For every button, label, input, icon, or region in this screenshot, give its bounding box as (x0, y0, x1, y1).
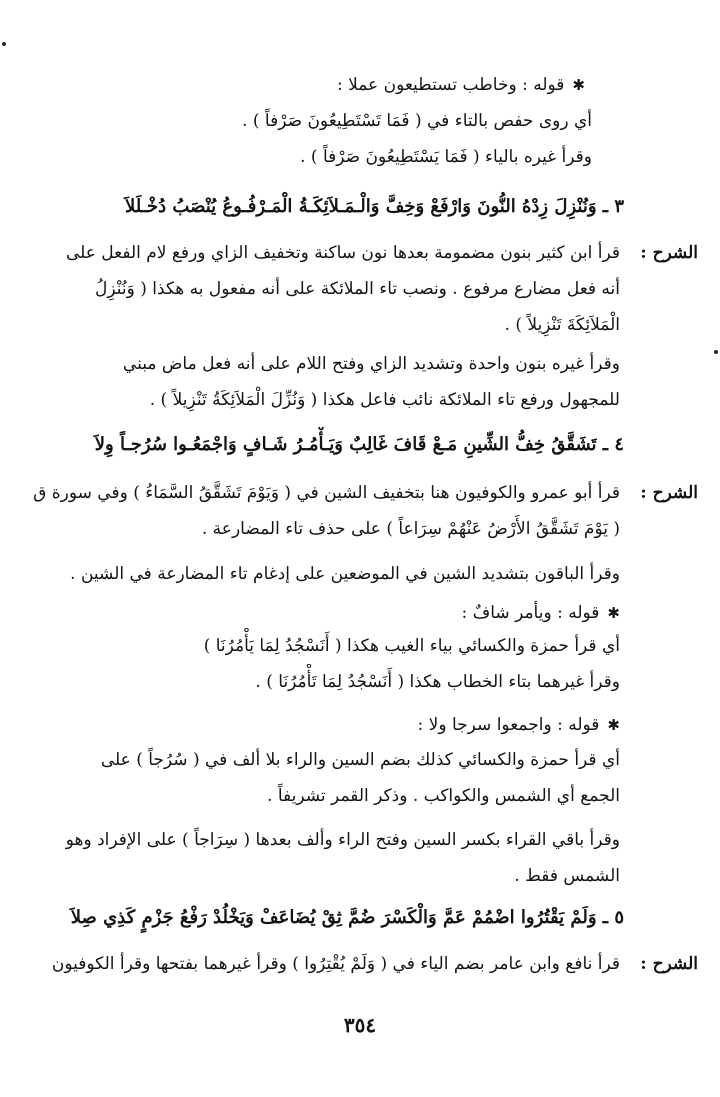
text-line: الْمَلاَئِكَةَ تَنْزِيلاً ) . (504, 315, 620, 335)
text-line: وقرأ الباقون بتشديد الشين في الموضعين على إدغام تاء المضارعة في الشين . (70, 564, 620, 584)
text-line: الشمس فقط . (514, 866, 620, 886)
commentary-label: الشرح : (640, 243, 698, 263)
text-line: وقرأ غيره بالياء ( فَمَا يَسْتَطِيعُونَ صَرْفاً ) . (300, 147, 592, 167)
text-line: للمجهول ورفع تاء الملائكة نائب فاعل هكذا ( وَنُزِّلَ الْمَلاَئِكَةُ تَنْزِيلاً ) . (149, 390, 620, 410)
text-line: ( يَوْمَ تَشَقَّقُ الأَرْضُ عَنْهُمْ سِرَاعاً ) على حذف تاء المضارعة . (201, 519, 620, 539)
note-heading (105, 67, 585, 103)
text-line: وقرأ غيره بنون واحدة وتشديد الزاي وفتح اللام على أنه فعل ماض مبني (122, 354, 620, 374)
paragraph (20, 346, 620, 418)
page-number: ٣٥٤ (343, 1013, 377, 1037)
text-line: قوله : ويأمر شافٌ : (461, 603, 600, 623)
paragraph (20, 628, 620, 700)
text-line: أي روى حفص بالتاء في ( فَمَا تَسْتَطِيعُونَ صَرْفاً ) . (242, 111, 592, 131)
text-line: قوله : وخاطب تستطيعون عملا : (336, 75, 565, 95)
poem-verse (14, 427, 624, 463)
poem-verse (14, 900, 624, 936)
paragraph (32, 103, 592, 175)
paragraph (20, 742, 620, 814)
poem-verse (14, 189, 624, 225)
note-heading (120, 595, 620, 631)
text-line: قرأ ابن كثير بنون مضمومة بعدها نون ساكنة وتخفيف الزاي ورفع لام الفعل على (65, 243, 620, 263)
star-icon: ✱ (607, 604, 620, 622)
text-line: قرأ نافع وابن عامر بضم الياء في ( وَلَمْ يُقْتِرُوا ) وقرأ غيرهما بفتحها وقرأ الكوفيون (51, 954, 620, 974)
star-icon: ✱ (572, 76, 585, 94)
verse-text: ٤ ـ تَشَقَّقُ خِفُّ الشِّينِ مَـعْ قَافَ غَالِبٌ وَيَـأْمُـرُ شَـافٍ وَاجْمَعُـوا سُرُجـاً وِلاَ (94, 434, 624, 455)
text-line: أنه فعل مضارع مرفوع . ونصب تاء الملائكة على أنه مفعول به هكذا ( وَنُنْزِلُ (95, 279, 620, 299)
paragraph (20, 556, 620, 592)
text-line: قوله : واجمعوا سرجا ولا : (417, 715, 600, 735)
verse-text: ٥ ـ وَلَمْ يَقْتُرُوا اضْمُمْ عَمَّ وَالْكَسْرَ ضُمَّ ثِقْ يُضَاعَفْ وَيَخْلُدْ رَفْعُ جَزْمٍ كَذِي صِلاَ (70, 907, 624, 928)
star-icon: ✱ (607, 716, 620, 734)
text-line: وقرأ غيرهما بتاء الخطاب هكذا ( أَنَسْجُدُ لِمَا تَأْمُرُنَا ) . (255, 672, 620, 692)
commentary-paragraph (20, 235, 620, 343)
text-line: الجمع أي الشمس والكواكب . وذكر القمر تشريفاً . (267, 786, 620, 806)
note-heading (120, 707, 620, 743)
commentary-paragraph (20, 475, 620, 547)
commentary-label: الشرح : (640, 483, 698, 503)
text-line: أي قرأ حمزة والكسائي كذلك بضم السين والراء بلا ألف في ( سُرُجاً ) على (100, 750, 620, 770)
commentary-label: الشرح : (640, 954, 698, 974)
text-line: وقرأ باقي القراء بكسر السين وفتح الراء وألف بعدها ( سِرَاجاً ) على الإفراد وهو (65, 830, 620, 850)
text-line: أي قرأ حمزة والكسائي بياء الغيب هكذا ( أَنَسْجُدُ لِمَا يَأْمُرُنَا ) (203, 636, 620, 656)
margin-mark (2, 42, 6, 46)
commentary-paragraph (20, 946, 620, 982)
margin-mark (714, 350, 718, 354)
verse-text: ٣ ـ وَنُنْزِلَ زِدْهُ النُّونَ وَارْفَعْ وَخِفَّ وَالْـمَـلاَئِكَـةُ الْمَـرْفُـوعُ يُنْصَبُ دُخْـلَلاَ (125, 196, 624, 217)
paragraph (20, 822, 620, 894)
text-line: قرأ أبو عمرو والكوفيون هنا بتخفيف الشين في ( وَيَوْمَ تَشَقَّقُ السَّمَاءُ ) وفي سورة ق (33, 483, 620, 503)
